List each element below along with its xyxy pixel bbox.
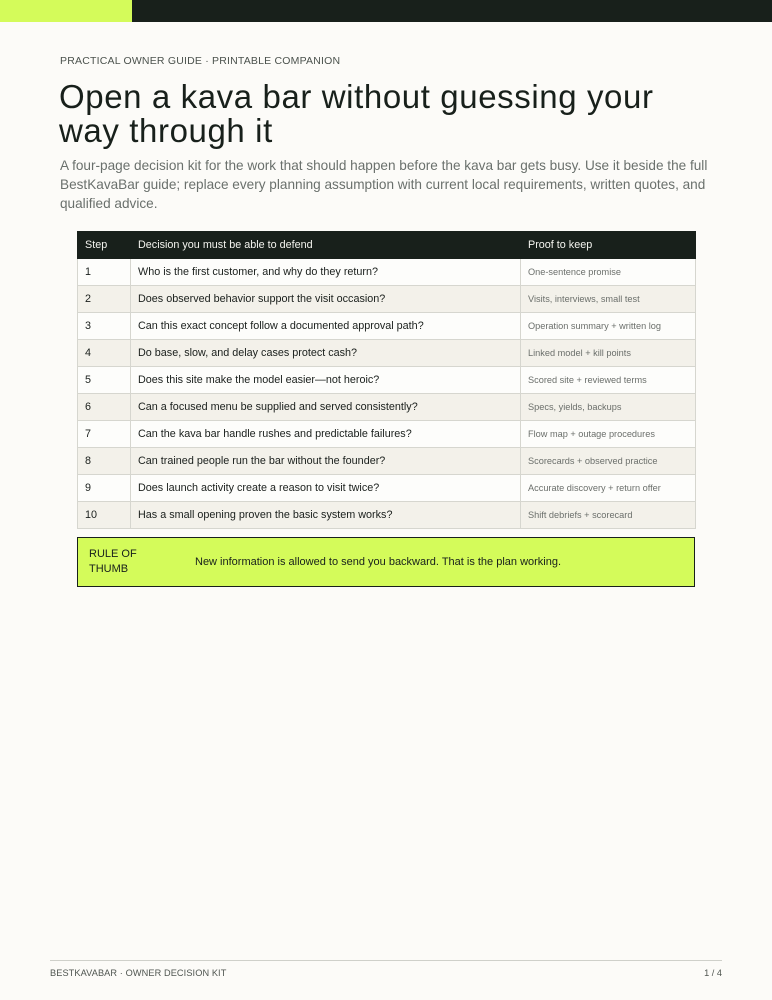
- step-number: 1: [78, 259, 131, 286]
- table-row: [78, 448, 696, 475]
- decision-text: Who is the first customer, and why do they return?: [131, 259, 521, 286]
- table-row: [78, 394, 696, 421]
- page-title: Open a kava bar without guessing your way through it: [59, 78, 654, 149]
- decision-table: [77, 231, 696, 529]
- footer-doc-name: BESTKAVABAR · OWNER DECISION KIT: [50, 968, 227, 978]
- table-row: [78, 367, 696, 394]
- table-row: [78, 502, 696, 529]
- eyebrow: PRACTICAL OWNER GUIDE · PRINTABLE COMPANION: [60, 55, 341, 67]
- proof-text: Accurate discovery + return offer: [521, 475, 696, 502]
- proof-text: Operation summary + written log: [521, 313, 696, 340]
- rule-of-thumb-callout: [77, 537, 695, 587]
- proof-text: Flow map + outage procedures: [521, 421, 696, 448]
- decision-text: Can trained people run the bar without the founder?: [131, 448, 521, 475]
- decision-text: Can a focused menu be supplied and served consistently?: [131, 394, 521, 421]
- decision-text: Does launch activity create a reason to visit twice?: [131, 475, 521, 502]
- table-header-row: [78, 232, 696, 259]
- table-row: [78, 259, 696, 286]
- step-number: 2: [78, 286, 131, 313]
- step-number: 4: [78, 340, 131, 367]
- top-bar-accent: [0, 0, 132, 22]
- decision-text: Has a small opening proven the basic system works?: [131, 502, 521, 529]
- callout-text: New information is allowed to send you backward. That is the plan working.: [195, 556, 562, 568]
- decision-text: Can the kava bar handle rushes and predictable failures?: [131, 421, 521, 448]
- page-number: 1 / 4: [704, 968, 722, 978]
- column-header-step: Step: [78, 232, 131, 259]
- column-header-proof: Proof to keep: [521, 232, 696, 259]
- table-row: [78, 286, 696, 313]
- proof-text: Scorecards + observed practice: [521, 448, 696, 475]
- table-row: [78, 421, 696, 448]
- step-number: 5: [78, 367, 131, 394]
- footer-divider: [50, 960, 722, 961]
- step-number: 8: [78, 448, 131, 475]
- table-row: [78, 313, 696, 340]
- lede-paragraph: A four-page decision kit for the work that should happen before the kava bar gets busy. Use it beside the full BestKavaBar guide; replace every planning assumption with current local requirements, written quotes, and qualified advice.: [60, 158, 708, 211]
- step-number: 3: [78, 313, 131, 340]
- proof-text: Scored site + reviewed terms: [521, 367, 696, 394]
- column-header-decision: Decision you must be able to defend: [131, 232, 521, 259]
- proof-text: One-sentence promise: [521, 259, 696, 286]
- table-row: [78, 340, 696, 367]
- step-number: 7: [78, 421, 131, 448]
- decision-text: Does observed behavior support the visit occasion?: [131, 286, 521, 313]
- proof-text: Shift debriefs + scorecard: [521, 502, 696, 529]
- decision-text: Do base, slow, and delay cases protect cash?: [131, 340, 521, 367]
- step-number: 9: [78, 475, 131, 502]
- step-number: 6: [78, 394, 131, 421]
- proof-text: Visits, interviews, small test: [521, 286, 696, 313]
- decision-text: Can this exact concept follow a documented approval path?: [131, 313, 521, 340]
- table-row: [78, 475, 696, 502]
- step-number: 10: [78, 502, 131, 529]
- proof-text: Specs, yields, backups: [521, 394, 696, 421]
- callout-label: RULE OF THUMB: [89, 548, 137, 575]
- decision-text: Does this site make the model easier—not heroic?: [131, 367, 521, 394]
- proof-text: Linked model + kill points: [521, 340, 696, 367]
